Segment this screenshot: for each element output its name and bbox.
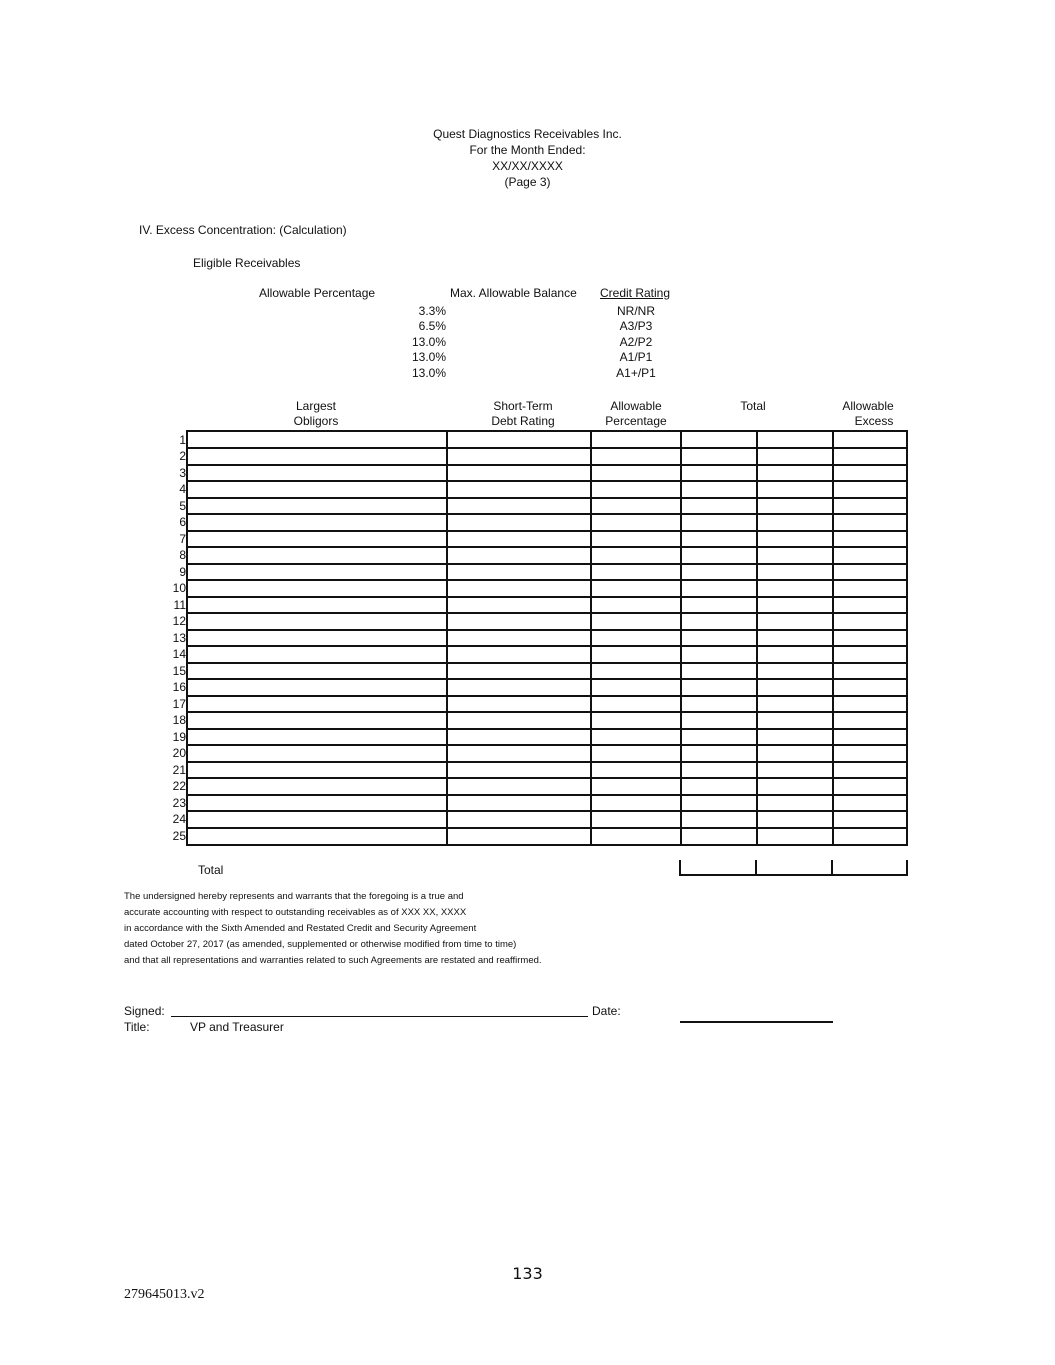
page-number: 133 xyxy=(512,1264,543,1283)
row-number: 3 xyxy=(179,465,186,480)
rating-col-max-balance: Max. Allowable Balance xyxy=(450,286,577,300)
row-number: 9 xyxy=(179,564,186,579)
document-id: 279645013.v2 xyxy=(124,1287,205,1302)
rating-col-credit-rating: Credit Rating xyxy=(600,286,671,300)
grid-row-divider xyxy=(188,546,906,548)
header-largest-obligors-line2: Obligors xyxy=(293,414,339,428)
certification-text xyxy=(124,889,542,969)
certification-line: and that all representations and warranties related to such Agreements are restated and reaffirmed. xyxy=(124,955,542,966)
row-number: 18 xyxy=(172,713,186,728)
total-divider xyxy=(755,860,757,874)
title-label: Title: xyxy=(124,1020,150,1034)
company-name: Quest Diagnostics Receivables Inc. xyxy=(433,127,622,141)
row-number: 11 xyxy=(173,597,186,612)
grid-row-divider xyxy=(188,810,906,812)
grid-row-divider xyxy=(188,645,906,647)
grid-column-divider xyxy=(756,432,758,844)
grid-row-divider xyxy=(188,761,906,763)
obligor-grid xyxy=(186,430,908,846)
header-largest-obligors-line1: Largest xyxy=(295,399,337,413)
grid-row-divider xyxy=(188,662,906,664)
row-number: 15 xyxy=(172,663,186,678)
total-label: Total xyxy=(198,863,224,877)
rating-pct: 13.0% xyxy=(411,335,446,349)
row-number: 4 xyxy=(179,482,186,497)
header-allowable-percentage-line2: Percentage xyxy=(605,414,667,428)
header-total: Total xyxy=(740,399,766,413)
grid-row-divider xyxy=(188,563,906,565)
grid-row-divider xyxy=(188,629,906,631)
date-line[interactable] xyxy=(680,1021,833,1023)
grid-row-divider xyxy=(188,513,906,515)
grid-row-divider xyxy=(188,827,906,829)
header-allowable-excess-line2: Excess xyxy=(854,414,894,428)
row-number: 25 xyxy=(172,828,186,843)
grid-column-divider xyxy=(832,432,834,844)
rating-pct: 13.0% xyxy=(411,350,446,364)
row-number: 5 xyxy=(179,498,186,513)
grid-row-divider xyxy=(188,612,906,614)
row-number: 22 xyxy=(172,779,186,794)
grid-column-divider xyxy=(446,432,448,844)
grid-row-divider xyxy=(188,596,906,598)
row-number: 12 xyxy=(172,614,186,629)
row-number: 16 xyxy=(172,680,186,695)
grid-row-divider xyxy=(188,728,906,730)
row-number: 10 xyxy=(172,581,186,596)
rating-credit: A1/P1 xyxy=(619,350,653,364)
rating-credit: A3/P3 xyxy=(619,319,653,333)
grid-row-divider xyxy=(188,530,906,532)
row-number: 23 xyxy=(172,795,186,810)
header-debt-rating-line2: Debt Rating xyxy=(491,414,555,428)
grid-row-divider xyxy=(188,711,906,713)
row-number: 2 xyxy=(179,449,186,464)
row-number: 21 xyxy=(172,762,186,777)
header-debt-rating-line1: Short-Term xyxy=(493,399,553,413)
signed-label: Signed: xyxy=(124,1004,165,1018)
header-allowable-percentage-line1: Allowable xyxy=(610,399,662,413)
period-date: XX/XX/XXXX xyxy=(492,159,563,173)
header-allowable-percentage xyxy=(596,399,676,429)
row-number: 6 xyxy=(179,515,186,530)
rating-pct: 13.0% xyxy=(411,366,446,380)
row-number: 7 xyxy=(179,531,186,546)
row-number: 1 xyxy=(179,433,186,447)
rating-pct: 6.5% xyxy=(418,319,446,333)
section-title: IV. Excess Concentration: (Calculation) xyxy=(139,223,347,237)
certification-line: The undersigned hereby represents and warrants that the foregoing is a true and xyxy=(124,891,464,902)
total-divider xyxy=(831,860,833,874)
page-indicator: (Page 3) xyxy=(504,175,551,189)
period-label: For the Month Ended: xyxy=(469,143,586,157)
grid-row-divider xyxy=(188,579,906,581)
row-number: 24 xyxy=(172,812,186,827)
certification-line: dated October 27, 2017 (as amended, supplemented or otherwise modified from time to time) xyxy=(124,939,517,950)
header-allowable-excess xyxy=(828,399,908,429)
row-number: 13 xyxy=(172,630,186,645)
rating-col-allowable-pct: Allowable Percentage xyxy=(259,286,376,300)
row-number: 19 xyxy=(172,729,186,744)
grid-column-divider xyxy=(680,432,682,844)
header-largest-obligors xyxy=(276,399,356,429)
total-row-box xyxy=(679,860,908,876)
title-value: VP and Treasurer xyxy=(190,1020,284,1034)
grid-column-divider xyxy=(590,432,592,844)
row-number: 17 xyxy=(172,696,186,711)
header-debt-rating xyxy=(478,399,568,429)
grid-row-divider xyxy=(188,744,906,746)
grid-row-divider xyxy=(188,678,906,680)
rating-credit: NR/NR xyxy=(617,304,655,318)
certification-line: accurate accounting with respect to outstanding receivables as of XXX XX, XXXX xyxy=(124,907,467,918)
rating-pct: 3.3% xyxy=(418,304,446,318)
row-number: 14 xyxy=(172,647,186,662)
row-number: 8 xyxy=(179,548,186,563)
rating-credit: A2/P2 xyxy=(619,335,653,349)
grid-row-divider xyxy=(188,777,906,779)
grid-row-divider xyxy=(188,695,906,697)
grid-row-divider xyxy=(188,497,906,499)
grid-row-divider xyxy=(188,480,906,482)
header-allowable-excess-line1: Allowable xyxy=(842,399,894,413)
certification-line: in accordance with the Sixth Amended and Restated Credit and Security Agreement xyxy=(124,923,477,934)
date-label: Date: xyxy=(592,1004,621,1018)
signature-line[interactable] xyxy=(171,1016,588,1017)
grid-row-divider xyxy=(188,794,906,796)
section-subtitle: Eligible Receivables xyxy=(193,256,301,270)
grid-row-divider xyxy=(188,464,906,466)
grid-row-divider xyxy=(188,447,906,449)
row-number: 20 xyxy=(172,746,186,761)
rating-credit: A1+/P1 xyxy=(616,366,656,380)
